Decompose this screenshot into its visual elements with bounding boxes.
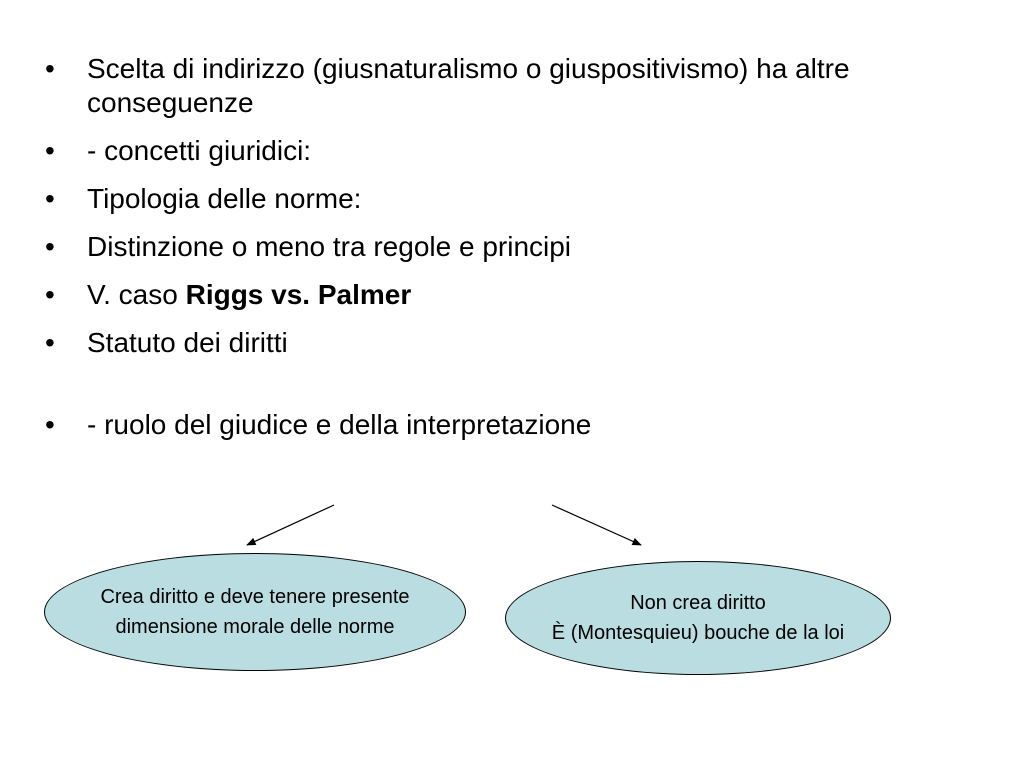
bullet-dot: • (45, 327, 55, 358)
bullet-text: Statuto dei diritti (87, 327, 288, 358)
arrow-right (552, 505, 641, 545)
case-name: Riggs vs. Palmer (185, 279, 412, 310)
bullet-text: Scelta di indirizzo (giusnaturalismo o giuspositivismo) ha altre conseguenze (87, 53, 850, 118)
ellipse-crea-diritto (44, 553, 466, 671)
bullet-text: - ruolo del giudice e della interpretazione (87, 409, 592, 440)
bullet-text-prefix: V. caso (87, 279, 186, 310)
bullet-dot: • (45, 409, 55, 440)
bullet-dot: • (45, 53, 55, 84)
bullet-text: - concetti giuridici: (87, 135, 312, 166)
bullet-text: Distinzione o meno tra regole e principi (87, 231, 572, 262)
bullet-text: Tipologia delle norme: (87, 183, 362, 214)
ellipse-left-line2: dimensione morale delle norme (115, 616, 395, 638)
ellipse-non-crea-diritto (505, 561, 891, 675)
bullet-dot: • (45, 135, 55, 166)
ellipse-right-line1: Non crea diritto (630, 592, 766, 614)
arrow-left (247, 505, 334, 545)
ellipse-left-line1: Crea diritto e deve tenere presente (100, 586, 410, 608)
bullet-dot: • (45, 231, 55, 262)
ellipse-right-line2: È (Montesquieu) bouche de la loi (551, 622, 845, 644)
bullet-dot: • (45, 183, 55, 214)
bullet-dot: • (45, 279, 55, 310)
